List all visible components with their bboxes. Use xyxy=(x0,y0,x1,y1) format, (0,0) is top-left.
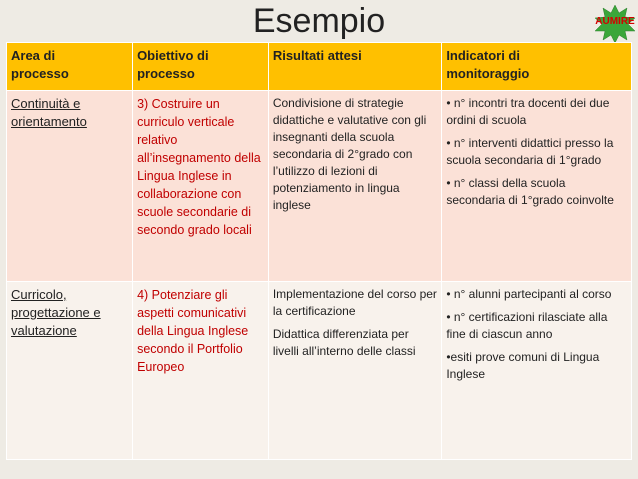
indicator-item: • n° classi della scuola secondaria di 1°grado coinvolte xyxy=(446,176,614,207)
row-area xyxy=(7,282,133,460)
indicator-item: • n° incontri tra docenti dei due ordini di scuola xyxy=(446,96,610,127)
result-item: Didattica differenziata per livelli all’interno delle classi xyxy=(272,327,416,358)
header-objective-text: Obiettivo di processo xyxy=(137,48,209,81)
row-area-text: Curricolo, progettazione e valutazione xyxy=(11,287,101,338)
result-item: Condivisione di strategie didattiche e valutative con gli insegnanti della scuola secondaria di 2°grado con l’utilizzo di lezioni di potenziamento in lingua inglese xyxy=(272,96,427,212)
header-results xyxy=(268,43,441,91)
row-indicators xyxy=(442,91,632,282)
svg-text:AUMIRE: AUMIRE xyxy=(595,16,635,27)
header-area xyxy=(7,43,133,91)
table-row xyxy=(7,282,632,460)
slide-title: Esempio xyxy=(252,2,386,40)
header-area-text: Area di processo xyxy=(11,48,69,81)
table-header-row xyxy=(7,43,632,91)
indicator-item: • n° certificazioni rilasciate alla fine di ciascun anno xyxy=(446,310,608,341)
row-objective xyxy=(133,282,269,460)
row-objective-text: 4) Potenziare gli aspetti comunicativi della Lingua Inglese secondo il Portfolio Europeo xyxy=(137,288,249,374)
header-indicators-text: Indicatori di monitoraggio xyxy=(446,48,530,81)
indicator-item: • n° alunni partecipanti al corso xyxy=(446,287,612,301)
result-item: Implementazione del corso per la certificazione xyxy=(272,287,437,318)
row-results xyxy=(268,282,441,460)
header-results-text: Risultati attesi xyxy=(272,48,362,63)
example-table xyxy=(6,42,632,460)
row-results xyxy=(268,91,441,282)
row-area xyxy=(7,91,133,282)
row-objective xyxy=(133,91,269,282)
header-objective xyxy=(133,43,269,91)
row-indicators xyxy=(442,282,632,460)
table-row xyxy=(7,91,632,282)
indicator-item: • n° interventi didattici presso la scuola secondaria di 1°grado xyxy=(446,136,614,167)
aumire-logo xyxy=(594,4,636,44)
row-objective-text: 3) Costruire un curriculo verticale relativo all’insegnamento della Lingua Inglese in collaborazione con scuole secondarie di secondo grado locali xyxy=(137,97,261,237)
header-indicators xyxy=(442,43,632,91)
indicator-item: •esiti prove comuni di Lingua Inglese xyxy=(446,350,600,381)
row-area-text: Continuità e orientamento xyxy=(11,96,87,129)
